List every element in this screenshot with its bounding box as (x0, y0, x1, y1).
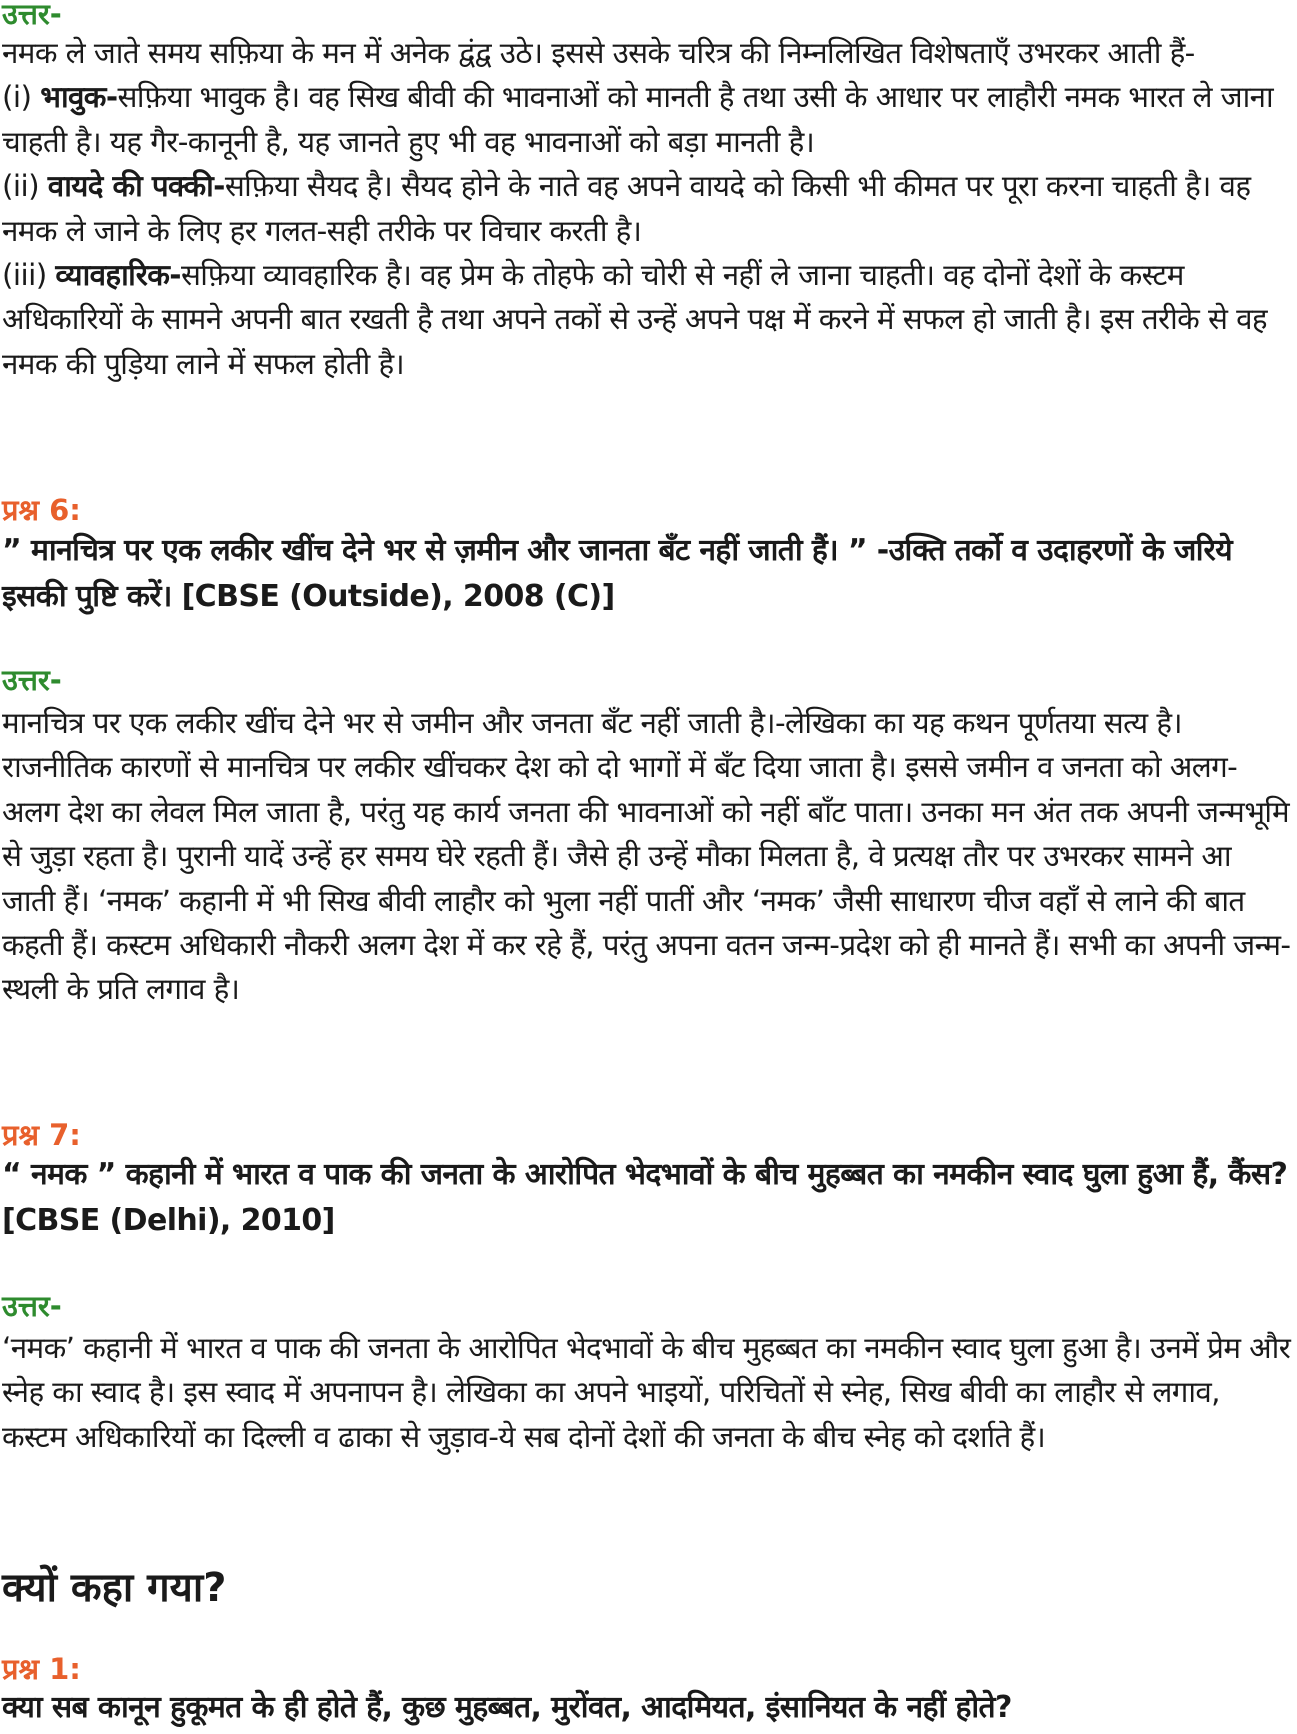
question-7-text: “ नमक ” कहानी में भारत व पाक की जनता के आरोपित भेदभावों के बीच मुहब्बत का नमकीन स्वाद घुला हुआ हैं, कैंस? [CBSE (Delhi), 2010] (2, 1157, 1288, 1238)
section-title: क्यों कहा गया? (2, 1565, 227, 1611)
answer-5-point-3 (2, 253, 1292, 386)
answer-5-point-1 (2, 75, 1292, 164)
point-number: (ii) (2, 169, 48, 204)
answer-5-point-2 (2, 164, 1292, 253)
point-title: वायदे की पक्की- (47, 169, 225, 204)
point-number: (iii) (2, 258, 56, 293)
answer-6-text: मानचित्र पर एक लकीर खींच देने भर से जमीन और जनता बँट नहीं जाती है।-लेखिका का यह कथन पूर्णतया सत्य है। राजनीतिक कारणों से मानचित्र पर लकीर खींचकर देश को दो भागों में बँट दिया जाता है। इससे जमीन व जनता को अलग-अलग देश का लेवल मिल जाता है, परंतु यह कार्य जनता की भावनाओं को नहीं बाँट पाता। उनका मन अंत तक अपनी जन्मभूमि से जुड़ा रहता है। पुरानी यादें उन्हें हर समय घेरे रहती हैं। जैसे ही उन्हें मौका मिलता है, वे प्रत्यक्ष तौर पर उभरकर सामने आ जाती हैं। ‘नमक’ कहानी में भी सिख बीवी लाहौर को भुला नहीं पातीं और ‘नमक’ जैसी साधारण चीज वहाँ से लाने की बात कहती हैं। कस्टम अधिकारी नौकरी अलग देश में कर रहे हैं, परंतु अपना वतन जन्म-प्रदेश को ही मानते हैं। सभी का अपनी जन्म-स्थली के प्रति लगाव है। (2, 706, 1291, 1007)
question-7-label: प्रश्न 7: (2, 1118, 81, 1152)
point-text: सफ़िया भावुक है। वह सिख बीवी की भावनाओं को मानती है तथा उसी के आधार पर लाहौरी नमक भारत ले जाना चाहती है। यह गैर-कानूनी है, यह जानते हुए भी वह भावनाओं को बड़ा मानती है। (2, 80, 1274, 159)
point-number: (i) (2, 80, 41, 115)
answer-7-label: उत्तर- (2, 1289, 62, 1323)
point-text: सफ़िया सैयद है। सैयद होने के नाते वह अपने वायदे को किसी भी कीमत पर पूरा करना चाहती है। वह नमक ले जाने के लिए हर गलत-सही तरीके पर विचार करती है। (2, 169, 1251, 248)
answer-6-label: उत्तर- (2, 663, 62, 697)
answer-5-intro: नमक ले जाते समय सफ़िया के मन में अनेक द्वंद्व उठे। इससे उसके चरित्र की निम्नलिखित विशेषताएँ उभरकर आती हैं- (2, 36, 1195, 70)
question-6-text: ” मानचित्र पर एक लकीर खींच देने भर से ज़मीन और जानता बँट नहीं जाती हैं। ” -उक्ति तर्को व उदाहरणों के जरिये इसकी पुष्टि करें। [CBSE (Outside), 2008 (C)] (2, 533, 1232, 614)
answer-5-body (2, 31, 1292, 386)
answer-7-text: ‘नमक’ कहानी में भारत व पाक की जनता के आरोपित भेदभावों के बीच मुहब्बत का नमकीन स्वाद घुला हुआ है। उनमें प्रेम और स्नेह का स्वाद है। इस स्वाद में अपनापन है। लेखिका का अपने भाइयों, परिचितों से स्नेह, सिख बीवी का लाहौर से लगाव, कस्टम अधिकारियों का दिल्ली व ढाका से जुड़ाव-ये सब दोनों देशों की जनता के बीच स्नेह को दर्शाते हैं। (2, 1331, 1291, 1454)
question-1-text: क्या सब कानून हुकूमत के ही होते हैं, कुछ मुहब्बत, मुरोंवत, आदमियत, इंसानियत के नहीं होते? (2, 1690, 1012, 1725)
answer-label: उत्तर- (2, 0, 62, 31)
point-title: व्यावहारिक- (55, 258, 181, 293)
point-text: सफ़िया व्यावहारिक है। वह प्रेम के तोहफे को चोरी से नहीं ले जाना चाहती। वह दोनों देशों के कस्टम अधिकारियों के सामने अपनी बात रखती है तथा अपने तकों से उन्हें अपने पक्ष में करने में सफल हो जाती है। इस तरीके से वह नमक की पुड़िया लाने में सफल होती है। (2, 258, 1267, 381)
point-title: भावुक- (40, 80, 118, 115)
question-6-label: प्रश्न 6: (2, 493, 81, 527)
question-1-label: प्रश्न 1: (2, 1652, 81, 1686)
